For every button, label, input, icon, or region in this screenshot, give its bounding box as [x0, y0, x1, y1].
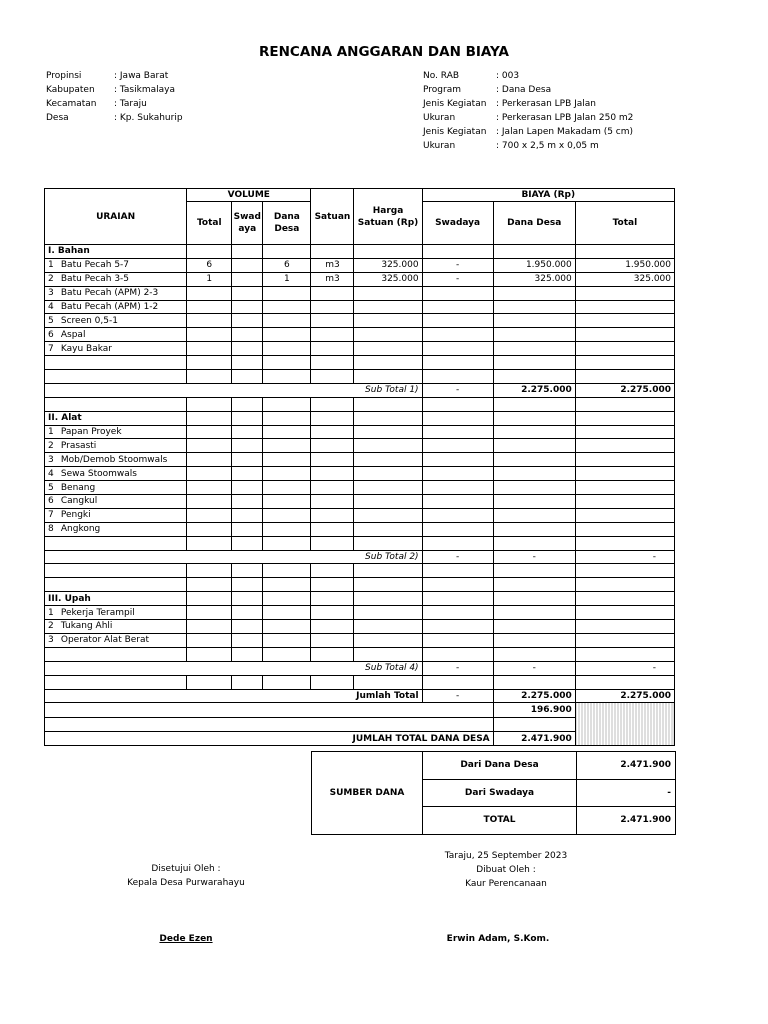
sumber-row-label: TOTAL [423, 807, 577, 835]
preparer-title: Kaur Perencanaan [465, 879, 547, 889]
table-row [45, 286, 675, 300]
empty-row [45, 675, 675, 689]
info-row [423, 139, 633, 153]
table-row [45, 508, 675, 522]
subtotal-dana-desa: 2.275.000 [493, 383, 575, 397]
hatched-cell [575, 703, 674, 746]
info-value: : 700 x 2,5 m x 0,05 m [496, 141, 599, 151]
vol-total: 6 [187, 258, 232, 272]
info-row [46, 69, 183, 83]
item-name: 8 Angkong [45, 522, 187, 536]
page-title: RENCANA ANGGARAN DAN BIAYA [259, 44, 509, 60]
subtotal-total: 2.275.000 [575, 383, 674, 397]
signature-date: Taraju, 25 September 2023 [444, 851, 568, 861]
info-row [423, 83, 633, 97]
biaya-dana-desa: 325.000 [493, 272, 575, 286]
subtotal-label: Sub Total 2) [45, 550, 423, 564]
info-row [46, 111, 183, 125]
item-name: 2 Batu Pecah 3-5 [45, 272, 187, 286]
jumlah-total-total: 2.275.000 [575, 689, 674, 703]
info-row [46, 97, 183, 111]
empty-row [45, 647, 675, 661]
table-row [45, 633, 675, 647]
sumber-row-label: Dari Swadaya [423, 779, 577, 807]
item-name: 1 Papan Proyek [45, 425, 187, 439]
table-row [45, 258, 675, 272]
subtotal-dana-desa: - [493, 550, 575, 564]
empty-row [45, 564, 675, 578]
info-label: No. RAB [423, 71, 460, 81]
biaya-swadaya: - [422, 272, 493, 286]
sumber-row-value: - [577, 779, 676, 807]
table-row [45, 425, 675, 439]
subtotal-total: - [575, 661, 674, 675]
info-value: : 003 [496, 71, 520, 81]
header-satuan: Satuan [311, 189, 354, 245]
info-row [423, 111, 633, 125]
table-row [45, 467, 675, 481]
satuan: m3 [311, 272, 354, 286]
empty-row [45, 536, 675, 550]
info-label: Kabupaten [46, 85, 95, 95]
empty-row [45, 578, 675, 592]
biaya-total: 325.000 [575, 272, 674, 286]
item-name: 1 Batu Pecah 5-7 [45, 258, 187, 272]
item-name: 7 Kayu Bakar [45, 342, 187, 356]
jumlah-total-dana-desa-label: JUMLAH TOTAL DANA DESA [45, 732, 494, 746]
item-name: 1 Pekerja Terampil [45, 606, 187, 620]
table-row [45, 522, 675, 536]
item-name: 6 Aspal [45, 328, 187, 342]
info-value: : Perkerasan LPB Jalan [496, 99, 597, 109]
header-biaya-total: Total [575, 202, 674, 245]
vol-total: 1 [187, 272, 232, 286]
subtotal-row [45, 550, 675, 564]
info-value: : Perkerasan LPB Jalan 250 m2 [496, 113, 634, 123]
preparer-name: Erwin Adam, S.Kom. [446, 934, 550, 944]
header-uraian: URAIAN [45, 189, 187, 245]
header-vol-swadaya: Swad aya [232, 202, 263, 245]
item-name: 2 Tukang Ahli [45, 620, 187, 634]
satuan: m3 [311, 258, 354, 272]
item-name: 3 Mob/Demob Stoomwals [45, 453, 187, 467]
biaya-swadaya: - [422, 258, 493, 272]
item-name: 3 Batu Pecah (APM) 2-3 [45, 286, 187, 300]
table-row [45, 342, 675, 356]
info-row [423, 125, 633, 139]
sumber-row-value: 2.471.900 [577, 807, 676, 835]
table-row [45, 495, 675, 509]
item-name: 5 Screen 0,5-1 [45, 314, 187, 328]
subtotal-dana-desa: - [493, 661, 575, 675]
info-label: Jenis Kegiatan [423, 127, 487, 137]
prepared-block [406, 849, 606, 891]
sumber-dana-table [311, 751, 676, 835]
info-label: Kecamatan [46, 99, 97, 109]
extra-row [45, 703, 675, 718]
info-value: : Jalan Lapen Makadam (5 cm) [496, 127, 634, 137]
vol-swadaya [232, 258, 263, 272]
table-row [45, 606, 675, 620]
table-row [45, 328, 675, 342]
biaya-total: 1.950.000 [575, 258, 674, 272]
subtotal-swadaya: - [422, 661, 493, 675]
header-harga-satuan: Harga Satuan (Rp) [354, 189, 422, 245]
biaya-dana-desa: 1.950.000 [493, 258, 575, 272]
vol-dana-desa: 6 [263, 258, 311, 272]
table-row [45, 453, 675, 467]
jumlah-total-row [45, 689, 675, 703]
info-value: : Dana Desa [496, 85, 552, 95]
info-label: Ukuran [423, 113, 456, 123]
info-value: : Taraju [114, 99, 147, 109]
jumlah-total-label: Jumlah Total [45, 689, 423, 703]
section-title: III. Upah [45, 592, 187, 606]
item-name: 3 Operator Alat Berat [45, 633, 187, 647]
section-title: II. Alat [45, 411, 187, 425]
jumlah-total-swadaya: - [422, 689, 493, 703]
empty-row [45, 356, 675, 370]
item-name: 4 Sewa Stoomwals [45, 467, 187, 481]
prepared-by-label: Dibuat Oleh : [476, 865, 536, 875]
header-vol-dana-desa: Dana Desa [263, 202, 311, 245]
info-value: : Kp. Sukahurip [114, 113, 183, 123]
subtotal-total: - [575, 550, 674, 564]
header-biaya: BIAYA (Rp) [422, 189, 674, 202]
table-row [45, 439, 675, 453]
item-name: 2 Prasasti [45, 439, 187, 453]
info-label: Program [423, 85, 461, 95]
subtotal-row [45, 383, 675, 397]
info-label: Jenis Kegiatan [423, 99, 487, 109]
header-volume: VOLUME [187, 189, 311, 202]
subtotal-label: Sub Total 4) [45, 661, 423, 675]
empty-row [45, 370, 675, 384]
table-row [45, 314, 675, 328]
item-name: 4 Batu Pecah (APM) 1-2 [45, 300, 187, 314]
info-value: : Tasikmalaya [114, 85, 175, 95]
subtotal-swadaya: - [422, 383, 493, 397]
subtotal-row [45, 661, 675, 675]
header-biaya-dana-desa: Dana Desa [493, 202, 575, 245]
header-biaya-swadaya: Swadaya [422, 202, 493, 245]
table-row [45, 300, 675, 314]
approval-block [96, 862, 276, 890]
info-row [423, 69, 633, 83]
approved-by-label: Disetujui Oleh : [151, 864, 221, 874]
jumlah-total-dana-desa-value: 2.471.900 [493, 732, 575, 746]
item-name: 7 Pengki [45, 508, 187, 522]
section-row [45, 592, 675, 606]
approver-title: Kepala Desa Purwarahayu [127, 878, 245, 888]
empty-row [45, 397, 675, 411]
harga-satuan: 325.000 [354, 258, 422, 272]
jumlah-total-dana-desa: 2.275.000 [493, 689, 575, 703]
table-row [45, 481, 675, 495]
info-label: Desa [46, 113, 69, 123]
harga-satuan: 325.000 [354, 272, 422, 286]
sumber-dana-label: SUMBER DANA [312, 752, 423, 835]
item-name: 5 Benang [45, 481, 187, 495]
info-label: Ukuran [423, 141, 456, 151]
section-row [45, 411, 675, 425]
info-label: Propinsi [46, 71, 82, 81]
vol-dana-desa: 1 [263, 272, 311, 286]
vol-swadaya [232, 272, 263, 286]
table-row [45, 272, 675, 286]
subtotal-swadaya: - [422, 550, 493, 564]
info-left [46, 69, 183, 125]
item-name: 6 Cangkul [45, 495, 187, 509]
info-row [46, 83, 183, 97]
section-row [45, 245, 675, 259]
info-row [423, 97, 633, 111]
extra-value: 196.900 [493, 703, 575, 718]
info-value: : Jawa Barat [114, 71, 169, 81]
section-title: I. Bahan [45, 245, 187, 259]
subtotal-label: Sub Total 1) [45, 383, 423, 397]
sumber-row-value: 2.471.900 [577, 752, 676, 780]
header-vol-total: Total [187, 202, 232, 245]
budget-table [44, 188, 675, 746]
info-right [423, 69, 633, 153]
approver-name: Dede Ezen [159, 934, 213, 944]
sumber-row-label: Dari Dana Desa [423, 752, 577, 780]
table-row [45, 620, 675, 634]
